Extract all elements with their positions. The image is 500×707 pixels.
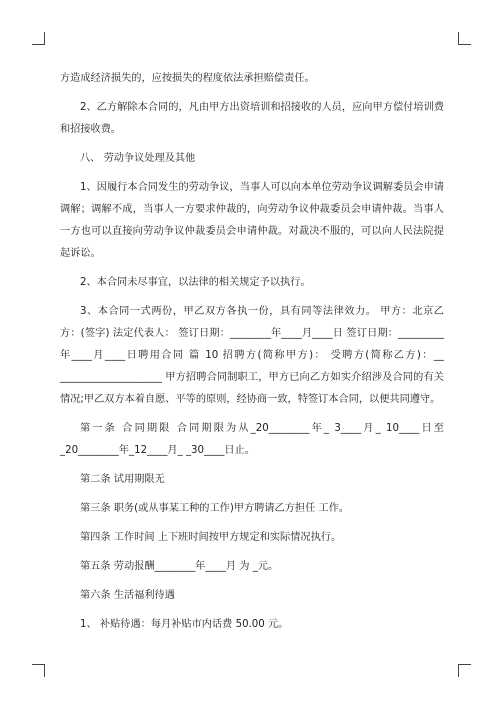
crop-mark-top-right [458,32,471,45]
article-3-position: 第三条 职务(或从事某工种的工作)甲方聘请乙方担任 工作。 [80,503,350,514]
crop-mark-bottom-right [458,664,471,677]
article-1-term: 第一条 合同期限 合同期限为从_20________年_ 3____月_ 10____日至_20________年_12____月_ _30____日止。 [60,423,444,456]
paragraph-legal-provisions: 2、本合同未尽事宜，以法律的相关规定予以执行。 [80,277,311,288]
article-5-remuneration: 第五条 劳动报酬________年____月 为 _元。 [80,561,279,572]
paragraph-training-fee: 2、乙方解除本合同的，凡由甲方出资培训和招接收的人员，应向甲方偿付培训费和招接收费。 [60,102,444,135]
section-heading-dispute: 八、 劳动争议处理及其他 [80,153,196,164]
crop-mark-bottom-left [32,664,45,677]
welfare-item-allowance: 1、 补贴待遇：每月补贴市内话费 50.00 元。 [80,619,289,630]
article-2-probation: 第二条 试用期限无 [80,474,165,485]
article-4-working-hours: 第四条 工作时间 上下班时间按甲方规定和实际情况执行。 [80,532,342,543]
crop-mark-top-left [32,32,45,45]
paragraph-copies-and-contract-10: 3、本合同一式两份，甲乙双方各执一份，具有同等法律效力。 甲方：北京乙方：(签字) 法定代表人： 签订日期：________年____月____日 签订日期：_________年____月____日聘用合同 篇 10 招聘方(简称甲方)： 受聘方(简称乙方)：__ ____________________ 甲方招聘合同制职工，甲方已向乙方如实介绍涉及合同的有关情况;甲乙双方本着自愿、平等的原则，经协商一致，特签订本合同，以便共同遵守。 [60,306,444,405]
paragraph-dispute-arbitration: 1、因履行本合同发生的劳动争议，当事人可以向本单位劳动争议调解委员会申请调解；调解不成，当事人一方要求仲裁的，向劳动争议仲裁委员会申请仲裁。当事人一方也可以直接向劳动争议仲裁委员会申请仲裁。对裁决不服的，可以向人民法院提起诉讼。 [60,182,444,259]
article-6-welfare: 第六条 生活福利待遇 [80,590,175,601]
paragraph-compensation-end: 方造成经济损失的，应按损失的程度依法承担赔偿责任。 [60,73,315,84]
document-body [60,68,444,643]
